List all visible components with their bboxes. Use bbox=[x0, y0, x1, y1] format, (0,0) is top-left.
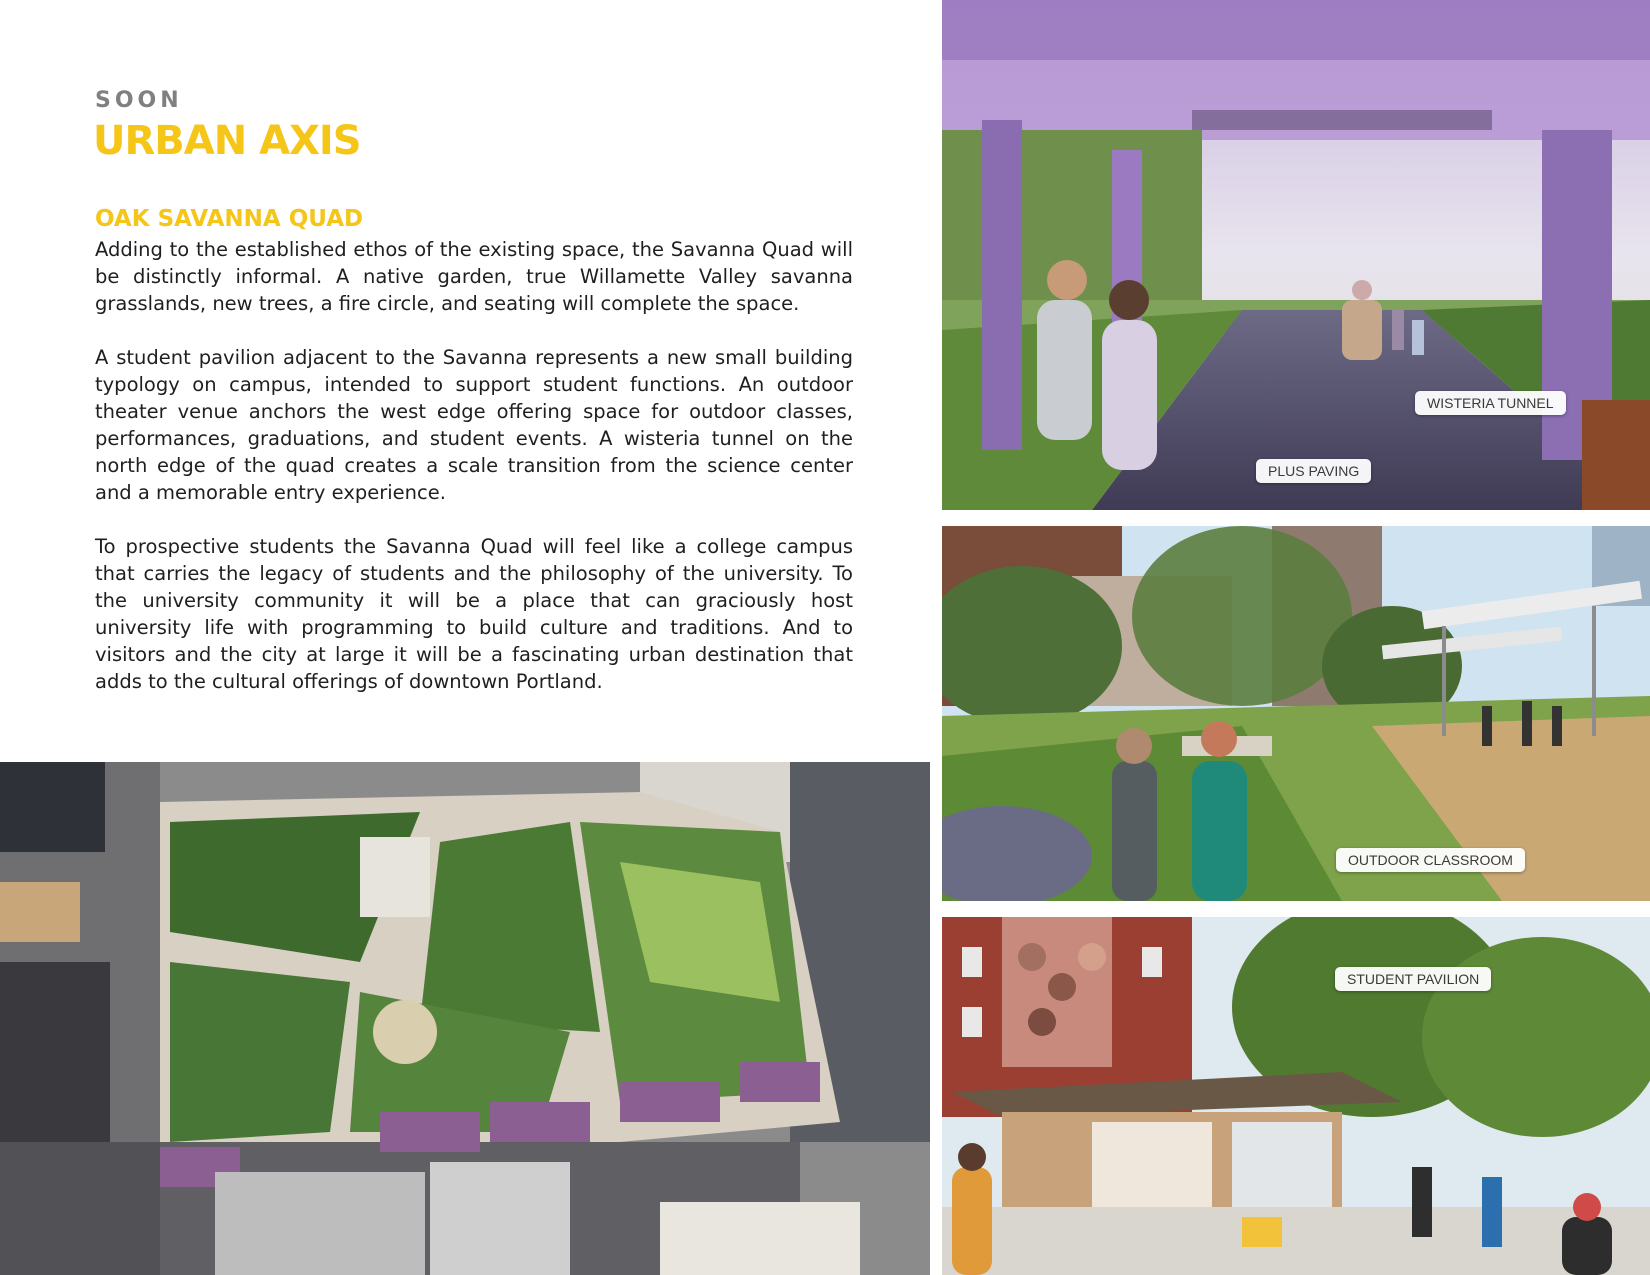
aerial-site-rendering bbox=[0, 762, 930, 1275]
callout-student-pavilion: STUDENT PAVILION bbox=[1335, 967, 1491, 991]
paragraph-2: A student pavilion adjacent to the Savanna represents a new small building typology on campus, intended to support student functions. An outdoor theater venue anchors the west edge offering space for outdoor classes, performances, graduations, and student events. A wisteria tunnel on the north edge of the quad creates a scale transition from the science center and a memorable entry experience. bbox=[95, 346, 853, 504]
outdoor-classroom-rendering bbox=[942, 526, 1650, 901]
paragraph-1: Adding to the established ethos of the existing space, the Savanna Quad will be distinctly informal. A native garden, true Willamette Valley savanna grasslands, new trees, a fire circle, and seating will complete the space. bbox=[95, 238, 853, 315]
wisteria-tunnel-rendering bbox=[942, 0, 1650, 510]
section-heading: OAK SAVANNA QUAD bbox=[95, 206, 364, 232]
callout-plus-paving: PLUS PAVING bbox=[1256, 459, 1371, 483]
student-pavilion-rendering bbox=[942, 917, 1650, 1275]
callout-outdoor-classroom: OUTDOOR CLASSROOM bbox=[1336, 848, 1525, 872]
callout-wisteria-tunnel: WISTERIA TUNNEL bbox=[1415, 391, 1566, 415]
body-text bbox=[95, 236, 853, 722]
page-title: URBAN AXIS bbox=[93, 118, 361, 164]
section-kicker: SOON bbox=[95, 88, 183, 113]
paragraph-3: To prospective students the Savanna Quad will feel like a college campus that carries the legacy of students and the philosophy of the university. To the university community it will be a place that can graciously host university life with programming to build culture and traditions. And to visitors and the city at large it will be a fascinating urban destination that adds to the cultural offerings of downtown Portland. bbox=[95, 535, 853, 693]
